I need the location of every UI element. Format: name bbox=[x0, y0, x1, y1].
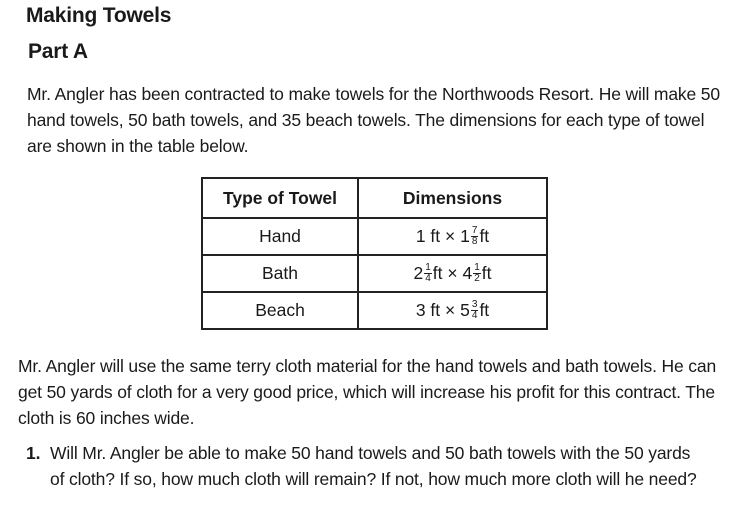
towel-type-cell: Bath bbox=[202, 255, 358, 292]
part-heading: Part A bbox=[28, 40, 88, 63]
question-number: 1. bbox=[26, 443, 41, 463]
fraction: $\frac{3}{4}$ bbox=[471, 299, 478, 322]
table-row bbox=[202, 218, 547, 255]
towel-dimensions-table bbox=[201, 177, 548, 330]
fraction: $\frac{1}{4}$ bbox=[425, 262, 431, 285]
cloth-paragraph: Mr. Angler will use the same terry cloth material for the hand towels and bath towels. He can get 50 yards of cloth for a very good price, which will increase his profit for this contract. The cloth is 60 inches wide. bbox=[18, 356, 717, 428]
question-text: Will Mr. Angler be able to make 50 hand towels and 50 bath towels with the 50 yards of cloth? If so, how much cloth will remain? If not, how much more cloth will he need? bbox=[50, 443, 697, 489]
dimensions-cell: 2 $\frac{1}{4}$ ft × 4 $\frac{1}{2}$ ft bbox=[358, 255, 547, 292]
dimensions-cell: 1 ft × 1 $\frac{7}{8}$ ft bbox=[358, 218, 547, 255]
towel-type-cell: Beach bbox=[202, 292, 358, 329]
question-1 bbox=[26, 440, 706, 492]
table-row bbox=[202, 292, 547, 329]
intro-paragraph: Mr. Angler has been contracted to make towels for the Northwoods Resort. He will make 50 hand towels, 50 bath towels, and 35 beach towels. The dimensions for each type of towel are shown in the table below. bbox=[27, 84, 720, 156]
fraction: $\frac{7}{8}$ bbox=[471, 225, 478, 248]
fraction: $\frac{1}{2}$ bbox=[474, 262, 480, 285]
table-row bbox=[202, 255, 547, 292]
header-type-of-towel: Type of Towel bbox=[202, 178, 358, 218]
page-title: Making Towels bbox=[26, 4, 172, 27]
dimensions-cell: 3 ft × 5 $\frac{3}{4}$ ft bbox=[358, 292, 547, 329]
towel-type-cell: Hand bbox=[202, 218, 358, 255]
header-dimensions: Dimensions bbox=[358, 178, 547, 218]
table-header-row bbox=[202, 178, 547, 218]
